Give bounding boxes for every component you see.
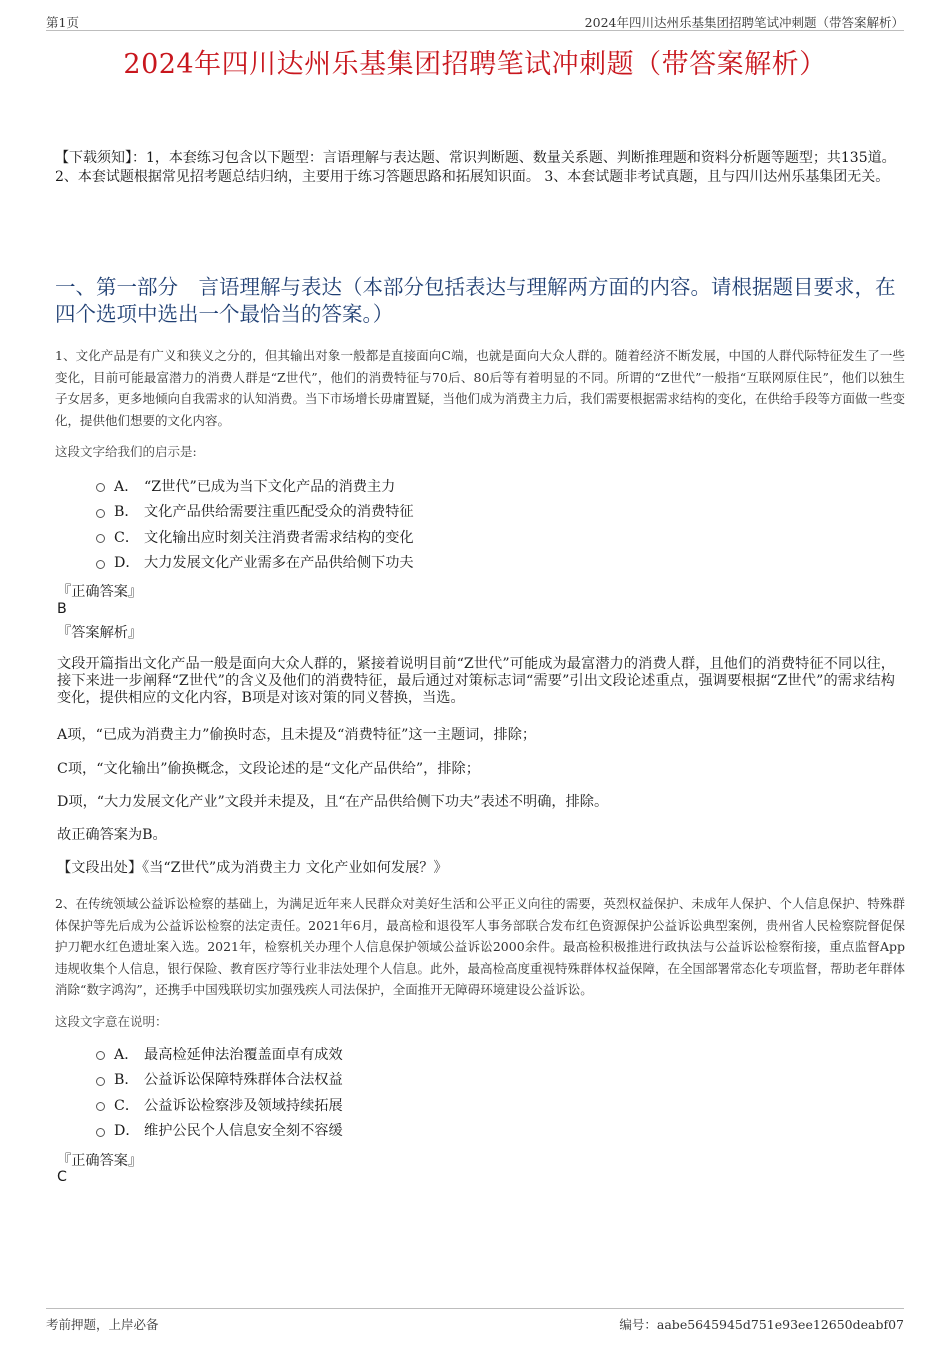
analysis-paragraph: 故正确答案为B。 [57, 827, 167, 843]
option-a[interactable]: A． “Z世代”已成为当下文化产品的消费主力 [96, 473, 414, 499]
question-1-options [96, 473, 414, 575]
analysis-paragraph: D项，“大力发展文化产业”文段并未提及，且“在产品供给侧下功夫”表述不明确，排除。 [57, 794, 609, 810]
download-notice: 【下载须知】：1，本套练习包含以下题型：言语理解与表达题、常识判断题、数量关系题、判断推理题和资料分析题等题型；共135道。 2、本套试题根据常见招考题总结归纳，主要用于练习答题思路和拓展知识面。 3、本套试题非考试真题，且与四川达州乐基集团无关。 [55, 150, 896, 185]
radio-icon[interactable] [96, 1051, 105, 1060]
question-1-text: 1、文化产品是有广义和狭义之分的，但其输出对象一般都是直接面向C端，也就是面向大众人群的。随着经济不断发展，中国的人群代际特征发生了一些变化，目前可能最富潜力的消费人群是“Z世代”，他们的消费特征与70后、80后等有着明显的不同。所谓的“Z世代”一般指“互联网原住民”，他们以独生子女居多，更多地倾向自我需求的认知消费。当下市场增长毋庸置疑，当他们成为消费主力后，我们需要根据需求结构的变化，在供给手段等方面做一些变化，提供他们想要的文化内容。 [55, 348, 906, 428]
question-1-prompt: 这段文字给我们的启示是: [55, 444, 197, 459]
radio-icon[interactable] [96, 560, 105, 569]
page-header [46, 10, 904, 31]
question-2-prompt: 这段文字意在说明： [55, 1014, 168, 1029]
option-c[interactable]: C． 公益诉讼检察涉及领域持续拓展 [96, 1092, 343, 1118]
answer-value: B [57, 601, 67, 617]
radio-icon[interactable] [96, 1128, 105, 1137]
answer-label: 『正确答案』 [57, 584, 143, 600]
footer-slogan: 考前押题，上岸必备 [46, 1317, 159, 1332]
option-d[interactable]: D． 大力发展文化产业需多在产品供给侧下功夫 [96, 550, 414, 576]
page-number: 第1页 [46, 15, 79, 30]
page-footer [46, 1308, 904, 1332]
option-c[interactable]: C． 文化输出应时刻关注消费者需求结构的变化 [96, 524, 414, 550]
question-2-text: 2、在传统领域公益诉讼检察的基础上，为满足近年来人民群众对美好生活和公平正义向往的需要，英烈权益保护、未成年人保护、个人信息保护、特殊群体保护等先后成为公益诉讼检察的法定责任。2021年6月，最高检和退役军人事务部联合发布红色资源保护公益诉讼典型案例，贵州省人民检察院督促保护刀靶水红色遗址案入选。2021年，检察机关办理个人信息保护领域公益诉讼2000余件。最高检积极推进行政执法与公益诉讼检察衔接，重点监督App违规收集个人信息，银行保险、教育医疗等行业非法处理个人信息。此外，最高检高度重视特殊群体权益保障，在全国部署常态化专项监督，帮助老年群体消除“数字鸿沟”，还携手中国残联切实加强残疾人司法保护，全面推开无障碍环境建设公益诉讼。 [55, 896, 906, 997]
option-a[interactable]: A． 最高检延伸法治覆盖面卓有成效 [96, 1041, 343, 1067]
radio-icon[interactable] [96, 1102, 105, 1111]
analysis-paragraph: C项，“文化输出”偷换概念，文段论述的是“文化产品供给”，排除； [57, 761, 480, 777]
radio-icon[interactable] [96, 534, 105, 543]
radio-icon[interactable] [96, 1077, 105, 1086]
question-2-options [96, 1041, 343, 1143]
radio-icon[interactable] [96, 483, 105, 492]
section-title: 一、第一部分 言语理解与表达（本部分包括表达与理解两方面的内容。请根据题目要求，在四个选项中选出一个最恰当的答案。） [55, 275, 896, 326]
option-b[interactable]: B． 公益诉讼保障特殊群体合法权益 [96, 1067, 343, 1093]
header-doc-title: 2024年四川达州乐基集团招聘笔试冲刺题（带答案解析） [584, 15, 904, 30]
analysis-paragraph: 文段开篇指出文化产品一般是面向大众人群的，紧接着说明目前“Z世代”可能成为最富潜力的消费人群，且他们的消费特征不同以往，接下来进一步阐释“Z世代”的含义及他们的消费特征，最后通过对策标志词“需要”引出文段论述重点，强调要根据“Z世代”的需求结构变化，提供相应的文化内容，B项是对该对策的同义替换，当选。 [57, 656, 895, 706]
analysis-label: 『答案解析』 [57, 625, 143, 641]
analysis-paragraph: A项，“已成为消费主力”偷换时态，且未提及“消费特征”这一主题词，排除； [57, 727, 537, 743]
option-b[interactable]: B． 文化产品供给需要注重匹配受众的消费特征 [96, 499, 414, 525]
answer-label: 『正确答案』 [57, 1153, 143, 1169]
radio-icon[interactable] [96, 509, 105, 518]
footer-doc-id: 编号：aabe5645945d751e93ee12650deabf07 [619, 1317, 904, 1332]
document-title: 2024年四川达州乐基集团招聘笔试冲刺题（带答案解析） [123, 49, 827, 80]
passage-source: 【文段出处】《当“Z世代”成为消费主力 文化产业如何发展？》 [57, 860, 448, 876]
answer-value: C [57, 1169, 67, 1185]
option-d[interactable]: D． 维护公民个人信息安全刻不容缓 [96, 1118, 343, 1144]
